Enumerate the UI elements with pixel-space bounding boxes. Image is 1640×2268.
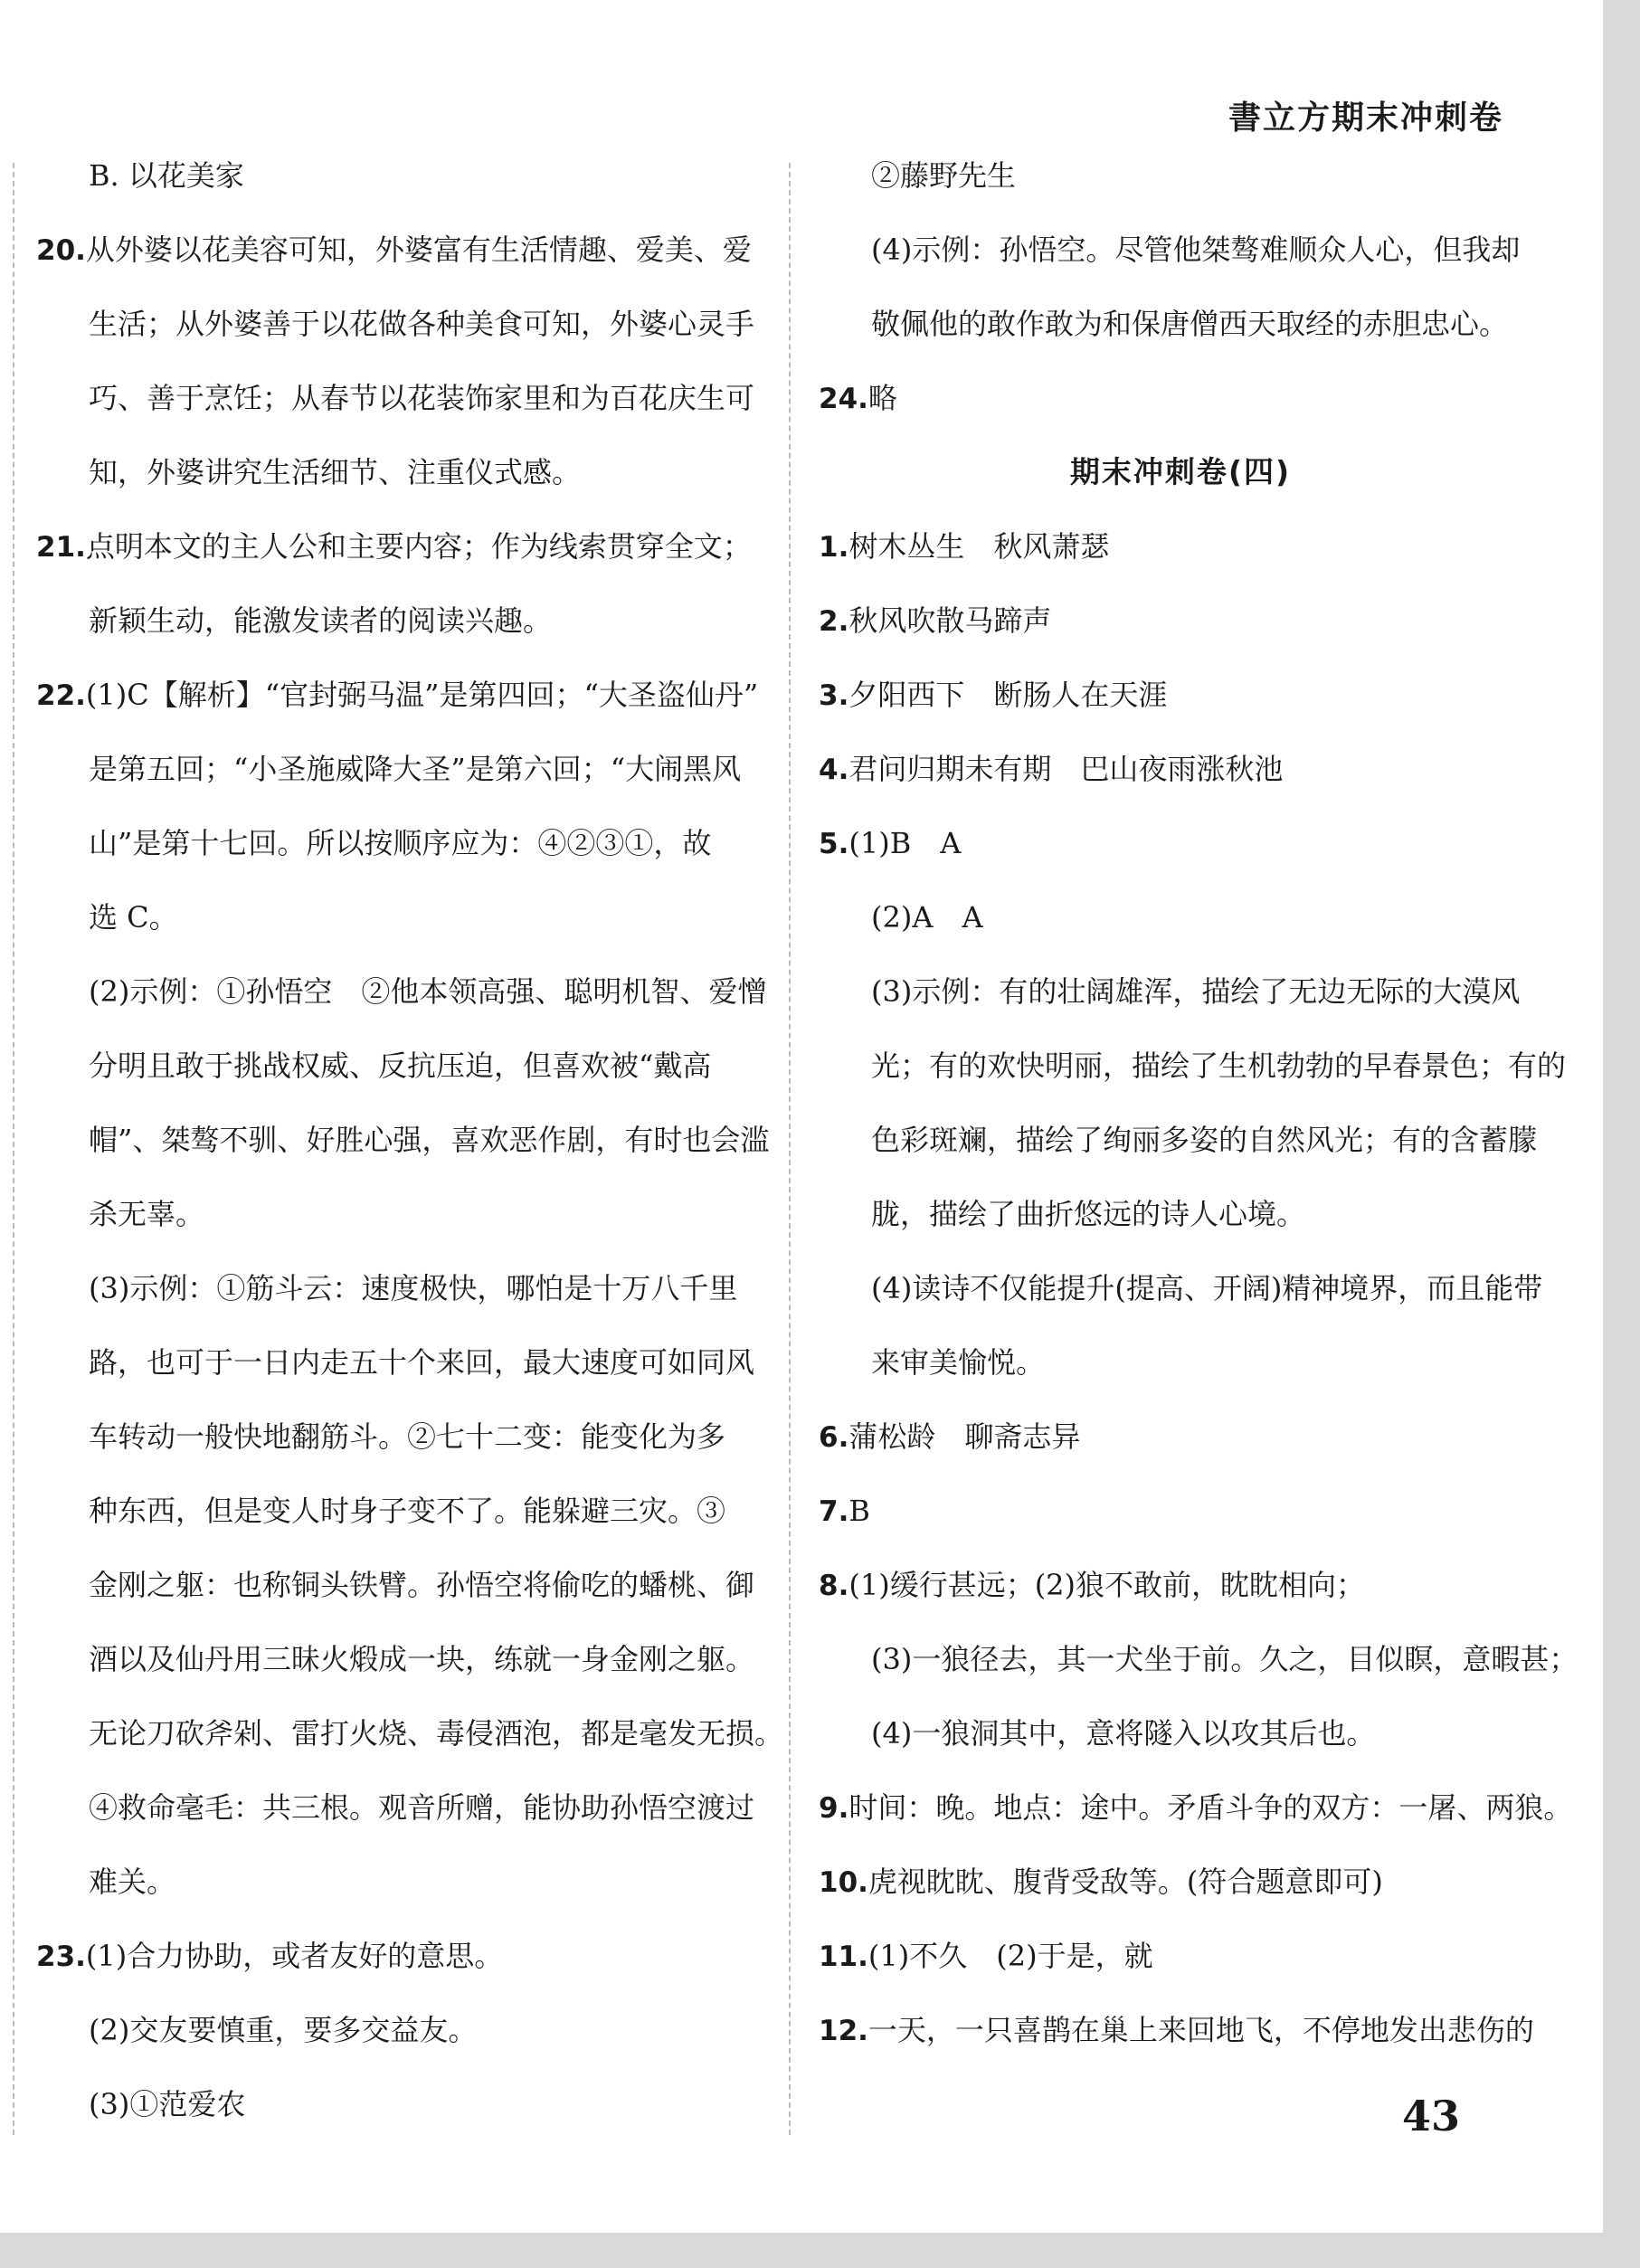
answer-line	[36, 1262, 760, 1336]
page-number: 43	[1401, 2092, 1460, 2140]
question-number: 11.	[819, 1941, 868, 1973]
answer-text: 无论刀砍斧剁、雷打火烧、毒侵酒泡，都是毫发无损。	[89, 1716, 784, 1751]
answer-text: 知，外婆讲究生活细节、注重仪式感。	[89, 455, 582, 489]
answer-text: 时间：晚。地点：途中。矛盾斗争的双方：一屠、两狼。	[848, 1790, 1573, 1825]
question-number: 1.	[819, 531, 849, 564]
question-number: 7.	[819, 1495, 849, 1528]
book-series-title: 書立方期末冲刺卷	[1228, 100, 1503, 137]
question-number: 12.	[819, 2015, 868, 2047]
answer-line	[819, 223, 1542, 298]
answer-line	[36, 1559, 760, 1633]
answer-line	[819, 1781, 1573, 1855]
answer-line	[36, 1707, 784, 1781]
answer-text: 蒲松龄 聊斋志异	[848, 1419, 1081, 1454]
answer-text: 君问归期未有期 巴山夜雨涨秋池	[848, 752, 1284, 786]
answer-line	[819, 1336, 1542, 1410]
answer-text: (1)C【解析】“官封弼马温”是第四回；“大圣盗仙丹”	[85, 678, 759, 712]
answer-line	[819, 372, 1542, 446]
answer-text: 杀无辜。	[89, 1197, 205, 1231]
answer-text: 选 C。	[89, 900, 178, 935]
answer-line	[819, 520, 1542, 594]
answer-text: 色彩斑斓，描绘了绚丽多姿的自然风光；有的含蓄朦	[871, 1123, 1538, 1157]
answer-text: 酒以及仙丹用三昧火煅成一块，练就一身金刚之躯。	[89, 1642, 755, 1676]
answer-text: 虎视眈眈、腹背受敌等。(符合题意即可)	[867, 1865, 1383, 1899]
answer-text: ④救命毫毛：共三根。观音所赠，能协助孙悟空渡过	[89, 1790, 755, 1825]
question-number: 5.	[819, 828, 849, 860]
answer-text: 光；有的欢快明丽，描绘了生机勃勃的早春景色；有的	[871, 1049, 1567, 1083]
answer-text: 来审美愉悦。	[871, 1345, 1046, 1380]
answer-text: 山”是第十七回。所以按顺序应为：④②③①，故	[89, 826, 712, 860]
right-column	[819, 149, 1578, 2078]
answer-line	[819, 2004, 1542, 2078]
answer-line	[819, 669, 1542, 743]
answer-line	[819, 891, 1542, 965]
question-number: 22.	[36, 679, 86, 712]
right-column-bottom	[819, 520, 1578, 2078]
answer-line	[819, 298, 1542, 372]
question-number: 6.	[819, 1421, 849, 1454]
answer-line	[36, 743, 760, 817]
answer-text: (2)示例：①孙悟空 ②他本领高强、聪明机智、爱憎	[89, 974, 767, 1009]
question-number: 4.	[819, 754, 849, 786]
answer-text: 夕阳西下 断肠人在天涯	[848, 678, 1168, 712]
answer-line	[819, 594, 1542, 669]
answer-text: (2)交友要慎重，要多交益友。	[89, 2013, 478, 2047]
answer-text: 车转动一般快地翻筋斗。②七十二变：能变化为多	[89, 1419, 726, 1454]
answer-text: (4)示例：孙悟空。尽管他桀骜难顺众人心，但我却	[871, 232, 1521, 267]
question-number: 10.	[819, 1866, 868, 1899]
answer-text: (1)不久 (2)于是，就	[867, 1939, 1153, 1973]
answer-line	[36, 2004, 760, 2078]
left-margin-divider	[13, 163, 14, 2135]
answer-text: 分明且敢于挑战权威、反抗压迫，但喜欢被“戴高	[89, 1049, 712, 1083]
right-column-top	[819, 149, 1542, 446]
answer-line	[36, 1855, 760, 1930]
answer-text: (1)B A	[848, 826, 962, 860]
answer-line	[36, 1930, 760, 2004]
answer-text: 是第五回；“小圣施威降大圣”是第六回；“大闹黑风	[89, 752, 742, 786]
answer-line	[36, 669, 760, 743]
answer-line	[36, 1114, 770, 1188]
answer-line	[36, 149, 760, 223]
answer-text: 一天，一只喜鹊在巢上来回地飞，不停地发出悲伤的	[867, 2013, 1534, 2047]
answer-text: (3)一狼径去，其一犬坐于前。久之，目似瞑，意暇甚；	[871, 1642, 1578, 1676]
answer-text: 种东西，但是变人时身子变不了。能躲避三灾。③	[89, 1494, 726, 1528]
answer-text: B. 以花美家	[89, 158, 244, 193]
answer-line	[819, 1485, 1542, 1559]
column-divider	[789, 163, 791, 2135]
question-number: 21.	[36, 531, 86, 564]
answer-text: 胧，描绘了曲折悠远的诗人心境。	[871, 1197, 1306, 1231]
question-number: 3.	[819, 679, 849, 712]
answer-line	[36, 298, 760, 372]
answer-line	[36, 1781, 760, 1855]
question-number: 2.	[819, 605, 849, 638]
answer-text: 秋风吹散马蹄声	[848, 603, 1052, 638]
answer-text: (3)①范爱农	[89, 2087, 246, 2121]
answer-text: 金刚之躯：也称铜头铁臂。孙悟空将偷吃的蟠桃、御	[89, 1568, 755, 1602]
question-number: 9.	[819, 1792, 849, 1825]
answer-line	[819, 1559, 1542, 1633]
answer-line	[36, 446, 760, 520]
answer-text: (1)合力协助，或者友好的意思。	[85, 1939, 504, 1973]
answer-line	[819, 1262, 1542, 1336]
answer-line	[819, 149, 1542, 223]
question-number: 24.	[819, 383, 868, 415]
answer-line	[36, 372, 760, 446]
answer-line	[36, 1336, 760, 1410]
answer-line	[819, 1855, 1542, 1930]
answer-text: (4)读诗不仅能提升(提高、开阔)精神境界，而且能带	[871, 1271, 1543, 1305]
answer-line	[819, 1633, 1578, 1707]
answer-text: 新颖生动，能激发读者的阅读兴趣。	[89, 603, 553, 638]
answer-text: 树木丛生 秋风萧瑟	[848, 529, 1110, 564]
answer-line	[36, 1039, 760, 1114]
answer-line	[819, 743, 1542, 817]
answer-line	[819, 965, 1542, 1039]
answer-line	[819, 817, 1542, 891]
answer-text: 巧、善于烹饪；从春节以花装饰家里和为百花庆生可	[89, 381, 755, 415]
answer-text: ②藤野先生	[871, 158, 1017, 193]
section-title: 期末冲刺卷(四)	[1069, 454, 1292, 489]
answer-text: 敬佩他的敢作敢为和保唐僧西天取经的赤胆忠心。	[871, 307, 1509, 341]
answer-text: 帽”、桀骜不驯、好胜心强，喜欢恶作剧，有时也会滥	[89, 1123, 770, 1157]
scan-edge-right	[1603, 0, 1640, 2268]
answer-line	[36, 1410, 760, 1485]
answer-line	[36, 1188, 760, 1262]
answer-line	[36, 891, 760, 965]
answer-text: 略	[867, 381, 897, 415]
answer-text: (3)示例：①筋斗云：速度极快，哪怕是十万八千里	[89, 1271, 738, 1305]
answer-text: B	[848, 1494, 870, 1528]
answer-line	[819, 1039, 1567, 1114]
answer-line	[819, 1930, 1542, 2004]
answer-text: (4)一狼洞其中，意将隧入以攻其后也。	[871, 1716, 1376, 1751]
answer-text: (3)示例：有的壮阔雄浑，描绘了无边无际的大漠风	[871, 974, 1521, 1009]
answer-text: 点明本文的主人公和主要内容；作为线索贯穿全文；	[85, 529, 752, 564]
answer-line	[819, 1114, 1542, 1188]
answer-line	[36, 2078, 760, 2152]
answer-line	[36, 817, 760, 891]
answer-text: 难关。	[89, 1865, 176, 1899]
answer-line	[36, 965, 767, 1039]
answer-line	[819, 1707, 1542, 1781]
answer-line	[819, 1410, 1542, 1485]
answer-text: 路，也可于一日内走五十个来回，最大速度可如同风	[89, 1345, 755, 1380]
question-number: 23.	[36, 1941, 86, 1973]
scan-edge-bottom	[0, 2233, 1640, 2268]
answer-line	[819, 1188, 1542, 1262]
answer-text: (1)缓行甚远；(2)狼不敢前，眈眈相向；	[848, 1568, 1366, 1602]
question-number: 8.	[819, 1570, 849, 1602]
answer-line	[36, 1485, 760, 1559]
answer-line	[36, 520, 760, 594]
answer-text: 生活；从外婆善于以花做各种美食可知，外婆心灵手	[89, 307, 755, 341]
answer-text: 从外婆以花美容可知，外婆富有生活情趣、爱美、爱	[85, 232, 752, 267]
question-number: 20.	[36, 234, 86, 267]
answer-line	[36, 594, 760, 669]
answer-line	[36, 1633, 760, 1707]
answer-line	[36, 223, 760, 298]
left-column	[36, 149, 784, 2152]
answer-text: (2)A A	[871, 900, 983, 935]
